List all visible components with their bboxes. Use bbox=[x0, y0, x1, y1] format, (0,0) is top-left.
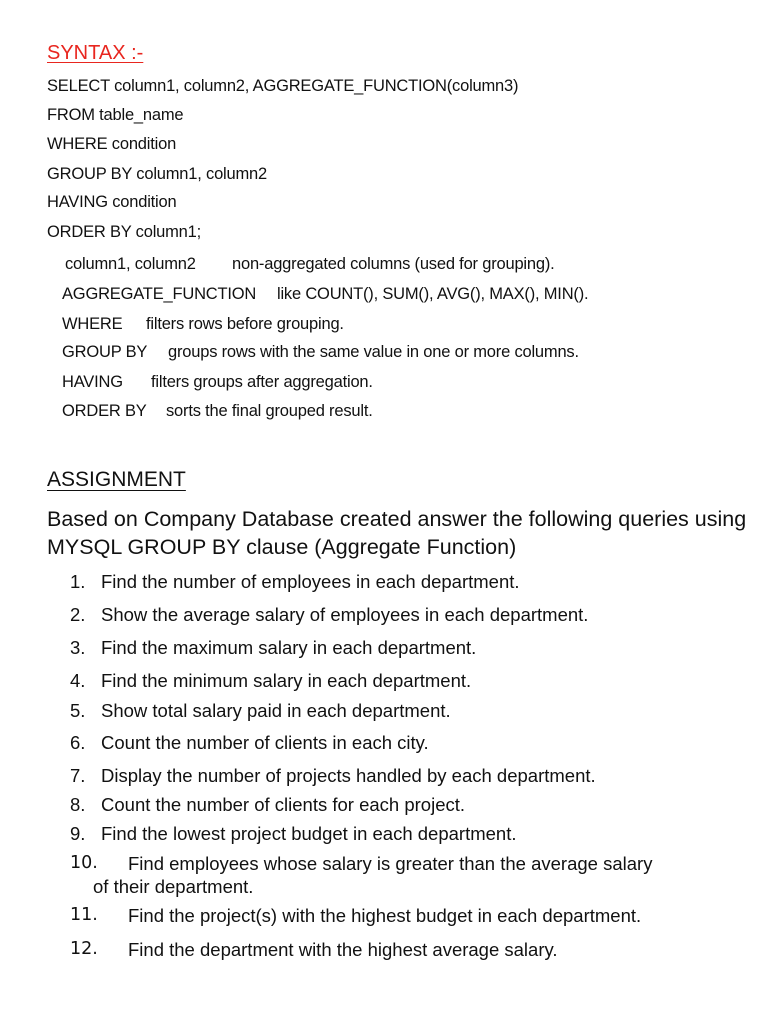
question-number: 6. bbox=[70, 732, 86, 753]
question-number: 3. bbox=[70, 637, 86, 658]
question-text: Display the number of projects handled by each department. bbox=[101, 765, 596, 786]
assignment-heading bbox=[47, 468, 192, 492]
definition-term: column1, column2 bbox=[65, 255, 196, 273]
definition-term: GROUP BY bbox=[62, 343, 148, 361]
question-number: 4. bbox=[70, 670, 86, 691]
question-number: 5. bbox=[70, 700, 86, 721]
question-number: 8. bbox=[70, 794, 86, 815]
question-number: 12. bbox=[70, 939, 98, 959]
code-line-where: WHERE condition bbox=[47, 135, 177, 153]
question-text: Show the average salary of employees in each department. bbox=[101, 604, 589, 625]
definition-desc: groups rows with the same value in one or more columns. bbox=[168, 343, 579, 361]
code-line-select: SELECT column1, column2, AGGREGATE_FUNCTION(column3) bbox=[47, 77, 519, 95]
code-line-group-by: GROUP BY column1, column2 bbox=[47, 165, 267, 183]
question-text-continuation: of their department. bbox=[93, 876, 254, 897]
question-number: 7. bbox=[70, 765, 86, 786]
syntax-heading: SYNTAX :- bbox=[47, 42, 144, 64]
definition-desc: like COUNT(), SUM(), AVG(), MAX(), MIN(). bbox=[277, 285, 589, 303]
code-line-order-by: ORDER BY column1; bbox=[47, 223, 202, 241]
assignment-heading-text: ASSIGNMENT bbox=[47, 468, 186, 491]
definition-term: ORDER BY bbox=[62, 402, 147, 420]
question-text: Find the maximum salary in each department. bbox=[101, 637, 477, 658]
question-number: 11. bbox=[70, 905, 98, 925]
question-text: Count the number of clients in each city. bbox=[101, 732, 429, 753]
question-text: Find the project(s) with the highest budget in each department. bbox=[128, 905, 642, 926]
question-text: Show total salary paid in each department. bbox=[101, 700, 451, 721]
definition-desc: filters groups after aggregation. bbox=[151, 373, 373, 391]
definition-term: AGGREGATE_FUNCTION bbox=[62, 285, 257, 303]
question-number: 10. bbox=[70, 853, 98, 873]
question-number: 1. bbox=[70, 571, 86, 592]
code-line-from: FROM table_name bbox=[47, 106, 184, 124]
question-text: Find the minimum salary in each department. bbox=[101, 670, 472, 691]
assignment-intro: Based on Company Database created answer the following queries using MYSQL GROUP BY clause (Aggregate Function) bbox=[47, 507, 747, 559]
definition-desc: non-aggregated columns (used for grouping). bbox=[232, 255, 555, 273]
definition-term: WHERE bbox=[62, 315, 123, 333]
definition-desc: filters rows before grouping. bbox=[146, 315, 344, 333]
definition-desc: sorts the final grouped result. bbox=[166, 402, 373, 420]
question-text: Count the number of clients for each project. bbox=[101, 794, 466, 815]
code-line-having: HAVING condition bbox=[47, 193, 177, 211]
question-text: Find the number of employees in each department. bbox=[101, 571, 520, 592]
question-text: Find the department with the highest average salary. bbox=[128, 939, 558, 960]
definition-term: HAVING bbox=[62, 373, 123, 391]
question-text: Find the lowest project budget in each department. bbox=[101, 823, 517, 844]
question-number: 9. bbox=[70, 823, 86, 844]
question-text: Find employees whose salary is greater than the average salary bbox=[128, 853, 653, 874]
question-number: 2. bbox=[70, 604, 86, 625]
